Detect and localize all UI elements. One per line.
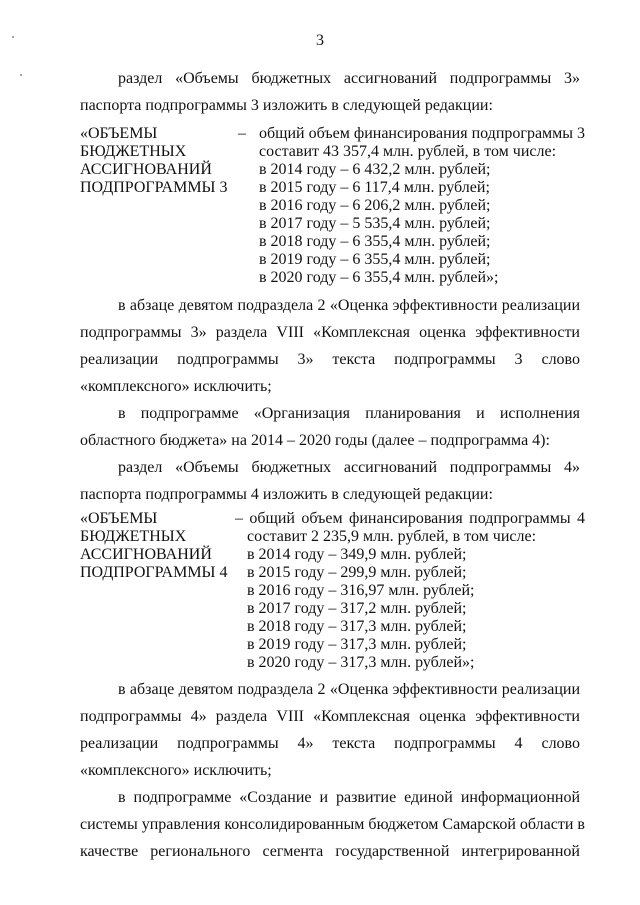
block2-label-line-3: АССИГНОВАНИЙ	[80, 546, 212, 563]
block2-value-line: в 2020 году – 317,3 млн. рублей»;	[247, 654, 475, 671]
block1-label-line-4: ПОДПРОГРАММЫ 3	[80, 179, 228, 196]
block1-value-line: составит 43 357,4 млн. рублей, в том числе:	[259, 143, 557, 160]
block2-label-line-2: БЮДЖЕТНЫХ	[80, 528, 187, 545]
para3-line-1: в абзаце девятом подраздела 2 «Оценка эффективности реализации	[118, 681, 580, 698]
para4-line-1: в подпрограмме «Создание и развитие единой информационной	[118, 789, 580, 806]
para1-line-4: «комплексного» исключить;	[80, 378, 272, 395]
para3-line-4: «комплексного» исключить;	[80, 762, 272, 779]
block1-value-line: в 2015 году – 6 117,4 млн. рублей;	[259, 179, 490, 196]
para1-line-1: в абзаце девятом подраздела 2 «Оценка эффективности реализации	[118, 297, 580, 314]
block1-value-first: общий объем финансирования подпрограммы 3	[259, 125, 586, 142]
block2-value-line: в 2016 году – 316,97 млн. рублей;	[247, 582, 475, 599]
para4-line-3: качестве регионального сегмента государственной интегрированной	[80, 843, 580, 860]
para3-line-3: реализации подпрограммы 4» текста подпрограммы 4 слово	[80, 735, 580, 752]
block1-value-line: в 2017 году – 5 535,4 млн. рублей;	[259, 215, 491, 232]
block1-value-line: в 2018 году – 6 355,4 млн. рублей;	[259, 233, 491, 250]
para4-line-2: системы управления консолидированным бюджетом Самарской области в	[80, 816, 585, 833]
para3-line-2: подпрограммы 4» раздела VIII «Комплексная оценка эффективности	[80, 708, 580, 725]
para2-line-2: областного бюджета» на 2014 – 2020 годы (далее – подпрограмма 4):	[80, 432, 550, 449]
block1-value-line: в 2020 году – 6 355,4 млн. рублей»;	[259, 269, 499, 286]
block2-value-line: в 2019 году – 317,3 млн. рублей;	[247, 636, 467, 653]
block1-label-line-3: АССИГНОВАНИЙ	[80, 161, 212, 178]
para1-line-3: реализации подпрограммы 3» текста подпрограммы 3 слово	[80, 351, 580, 368]
block1-value-line: в 2016 году – 6 206,2 млн. рублей;	[259, 197, 491, 214]
block1-label-line-2: БЮДЖЕТНЫХ	[80, 143, 187, 160]
block2-value-line: в 2017 году – 317,2 млн. рублей;	[247, 600, 467, 617]
block2-label-line-4: ПОДПРОГРАММЫ 4	[80, 564, 228, 581]
para2-line-1: в подпрограмме «Организация планирования и исполнения	[118, 405, 580, 422]
block2-value-line: в 2014 году – 349,9 млн. рублей;	[247, 546, 467, 563]
block2-value-line: составит 2 235,9 млн. рублей, в том числе:	[247, 528, 537, 545]
scan-speck	[20, 74, 22, 76]
block2-value-line: в 2015 году – 299,9 млн. рублей;	[247, 564, 467, 581]
block2-label-line-1: «ОБЪЕМЫ	[80, 510, 158, 527]
block2-intro-line-1: раздел «Объемы бюджетных ассигнований подпрограммы 4»	[118, 459, 580, 476]
block2-value-line: в 2018 году – 317,3 млн. рублей;	[247, 618, 467, 635]
page-number: 3	[316, 32, 324, 49]
block1-dash: –	[238, 125, 246, 142]
block2-value-first: – общий объем финансирования подпрограммы 4	[235, 510, 585, 527]
para1-line-2: подпрограммы 3» раздела VIII «Комплексная оценка эффективности	[80, 324, 580, 341]
block1-value-line: в 2014 году – 6 432,2 млн. рублей;	[259, 161, 491, 178]
block1-label-line-1: «ОБЪЕМЫ	[80, 125, 158, 142]
block2-intro-line-2: паспорта подпрограммы 4 изложить в следующей редакции:	[80, 486, 493, 503]
block1-value-line: в 2019 году – 6 355,4 млн. рублей;	[259, 251, 491, 268]
block1-intro-line-1: раздел «Объемы бюджетных ассигнований подпрограммы 3»	[118, 70, 580, 87]
block1-intro-line-2: паспорта подпрограммы 3 изложить в следующей редакции:	[80, 97, 493, 114]
